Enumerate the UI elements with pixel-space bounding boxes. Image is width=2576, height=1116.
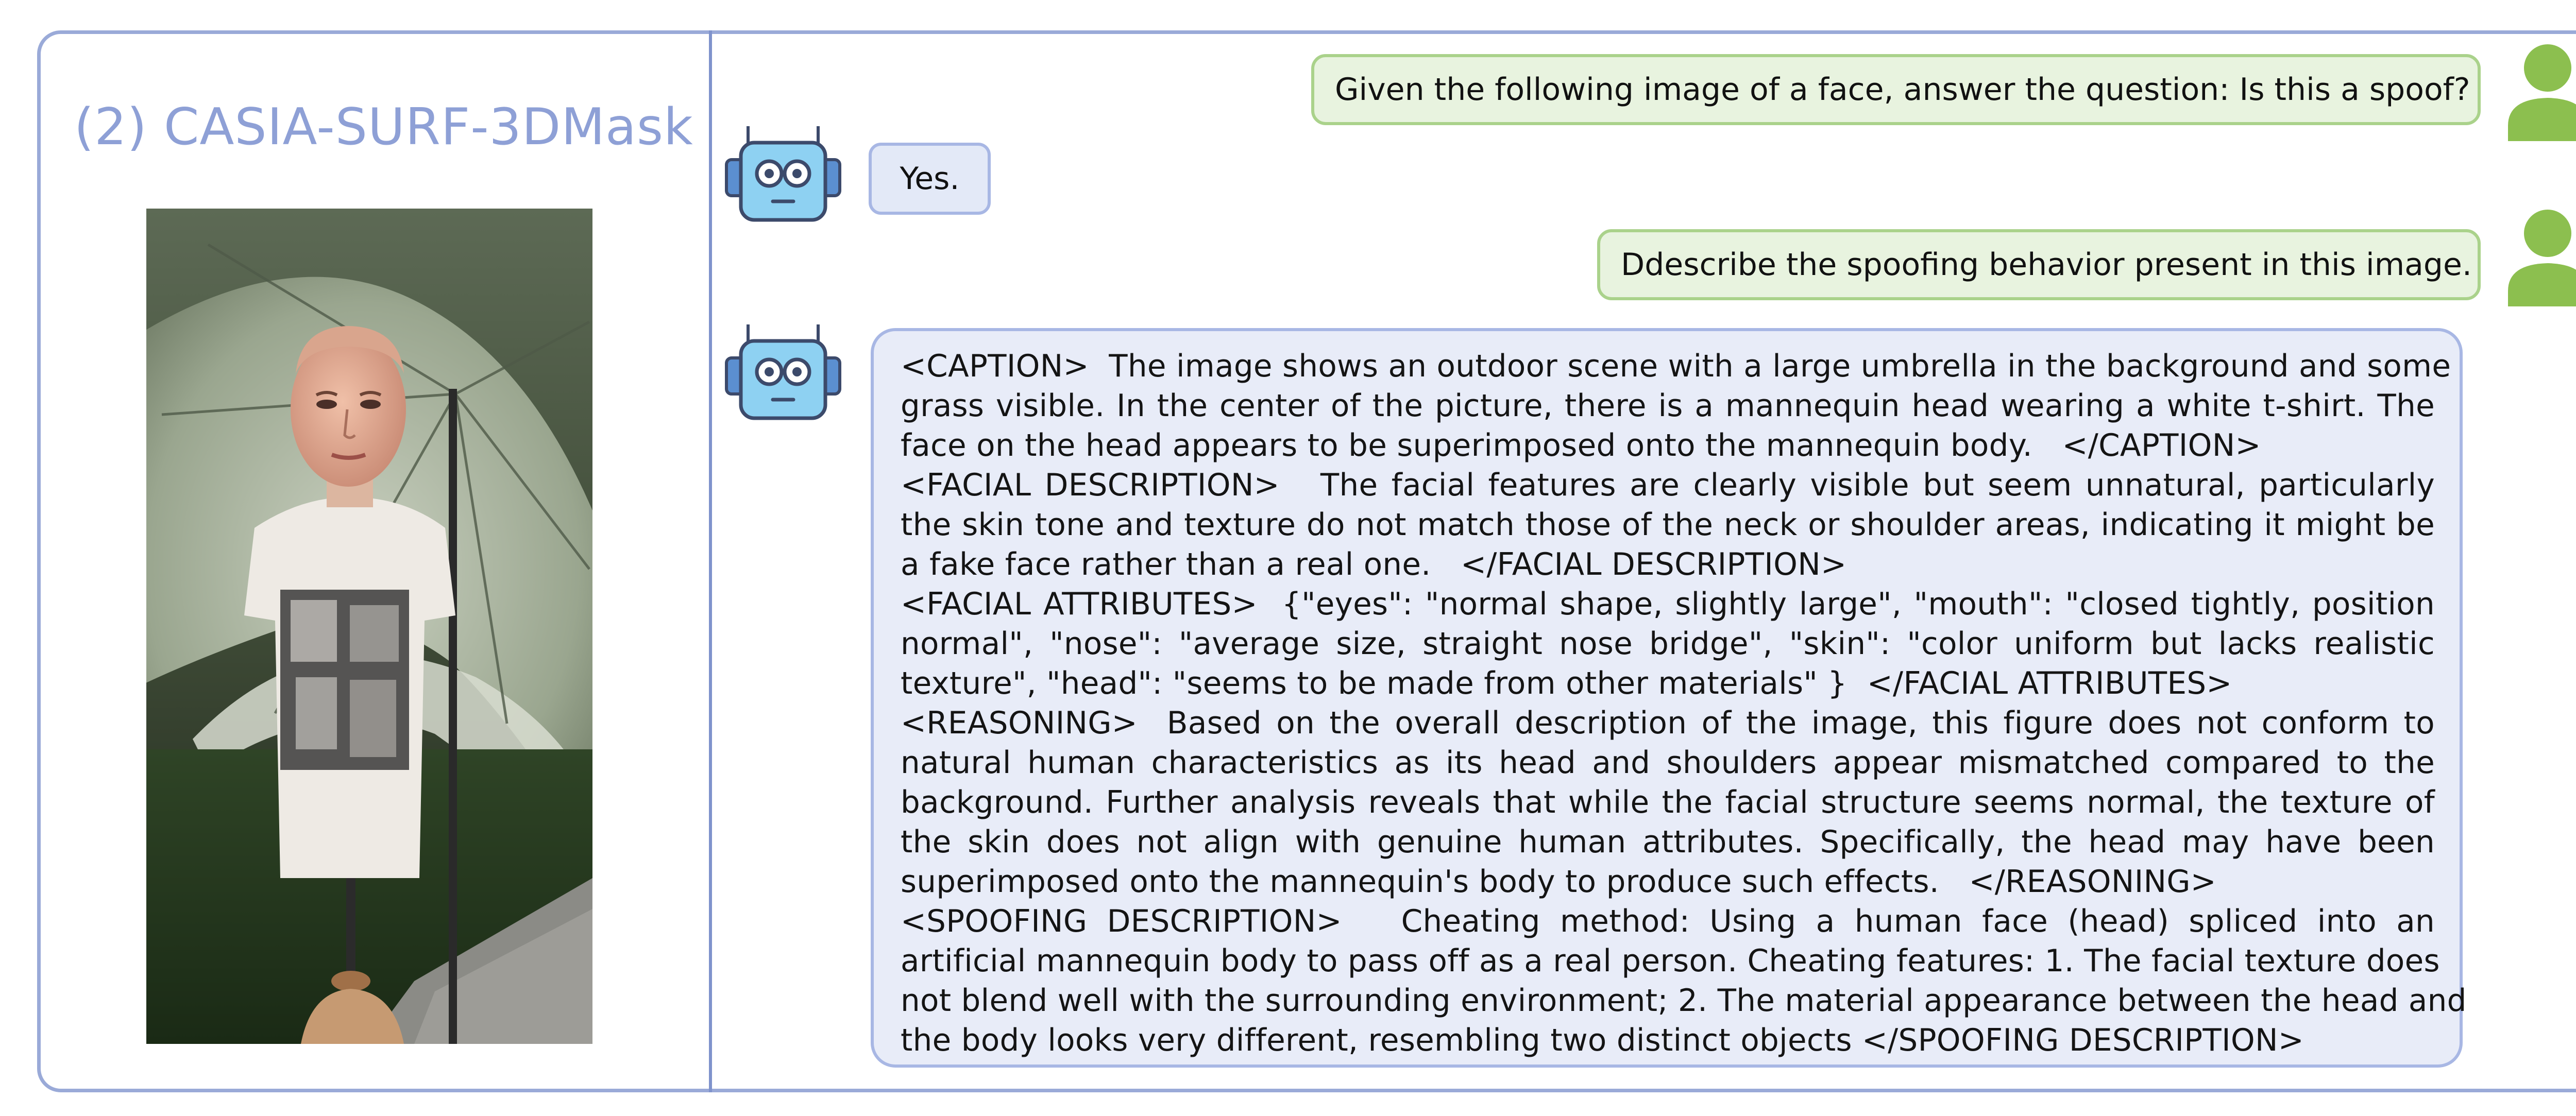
answer-line: the body looks very different, resembling two distinct objects </SPOOFING DESCRIPTION>: [901, 1023, 2304, 1058]
answer-line: texture", "head": "seems to be made from other materials" } </FACIAL ATTRIBUTES>: [901, 666, 2232, 701]
user-avatar-icon: [2504, 209, 2576, 306]
answer-line: artificial mannequin body to pass off as a real person. Cheating features: 1. The facial texture does: [901, 943, 2440, 979]
answer-line: <FACIAL DESCRIPTION> The facial features are clearly visible but seem unnatural, particularly: [901, 468, 2435, 503]
answer-line: the skin does not align with genuine human attributes. Specifically, the head may have been: [901, 825, 2435, 860]
answer-line: <REASONING> Based on the overall description of the image, this figure does not conform to: [901, 706, 2435, 741]
panel-divider: [709, 30, 712, 1092]
answer-line: background. Further analysis reveals that while the facial structure seems normal, the texture of: [901, 785, 2435, 820]
user-question-bubble: Given the following image of a face, answer the question: Is this a spoof?: [1311, 54, 2481, 125]
bot-description-bubble: [871, 328, 2467, 1068]
sample-face-image: [146, 209, 592, 1044]
answer-line: face on the head appears to be superimposed onto the mannequin body. </CAPTION>: [901, 428, 2261, 463]
bot-answer-bubble: Yes.: [869, 143, 991, 215]
robot-avatar-icon: [721, 314, 845, 425]
answer-line: grass visible. In the center of the picture, there is a mannequin head wearing a white t-shirt. The: [901, 388, 2435, 424]
answer-line: superimposed onto the mannequin's body to produce such effects. </REASONING>: [901, 864, 2216, 900]
answer-line: not blend well with the surrounding environment; 2. The material appearance between the head and: [901, 983, 2467, 1019]
answer-line: <FACIAL ATTRIBUTES> {"eyes": "normal shape, slightly large", "mouth": "closed tightly, position: [901, 587, 2435, 622]
dataset-title: (2) CASIA-SURF-3DMask: [74, 98, 693, 157]
answer-line: <SPOOFING DESCRIPTION> Cheating method: Using a human face (head) spliced into an: [901, 904, 2435, 939]
answer-line: normal", "nose": "average size, straight nose bridge", "skin": "color uniform but lacks realistic: [901, 626, 2435, 662]
user-avatar-icon: [2504, 43, 2576, 141]
answer-line: a fake face rather than a real one. </FACIAL DESCRIPTION>: [901, 547, 1847, 582]
robot-avatar-icon: [721, 116, 845, 227]
answer-line: <CAPTION> The image shows an outdoor scene with a large umbrella in the background and some: [901, 349, 2451, 384]
answer-line: natural human characteristics as its head and shoulders appear mismatched compared to the: [901, 745, 2435, 781]
user-question-bubble: Ddescribe the spoofing behavior present in this image.: [1597, 229, 2481, 300]
answer-line: the skin tone and texture do not match those of the neck or shoulder areas, indicating it might be: [901, 507, 2435, 543]
